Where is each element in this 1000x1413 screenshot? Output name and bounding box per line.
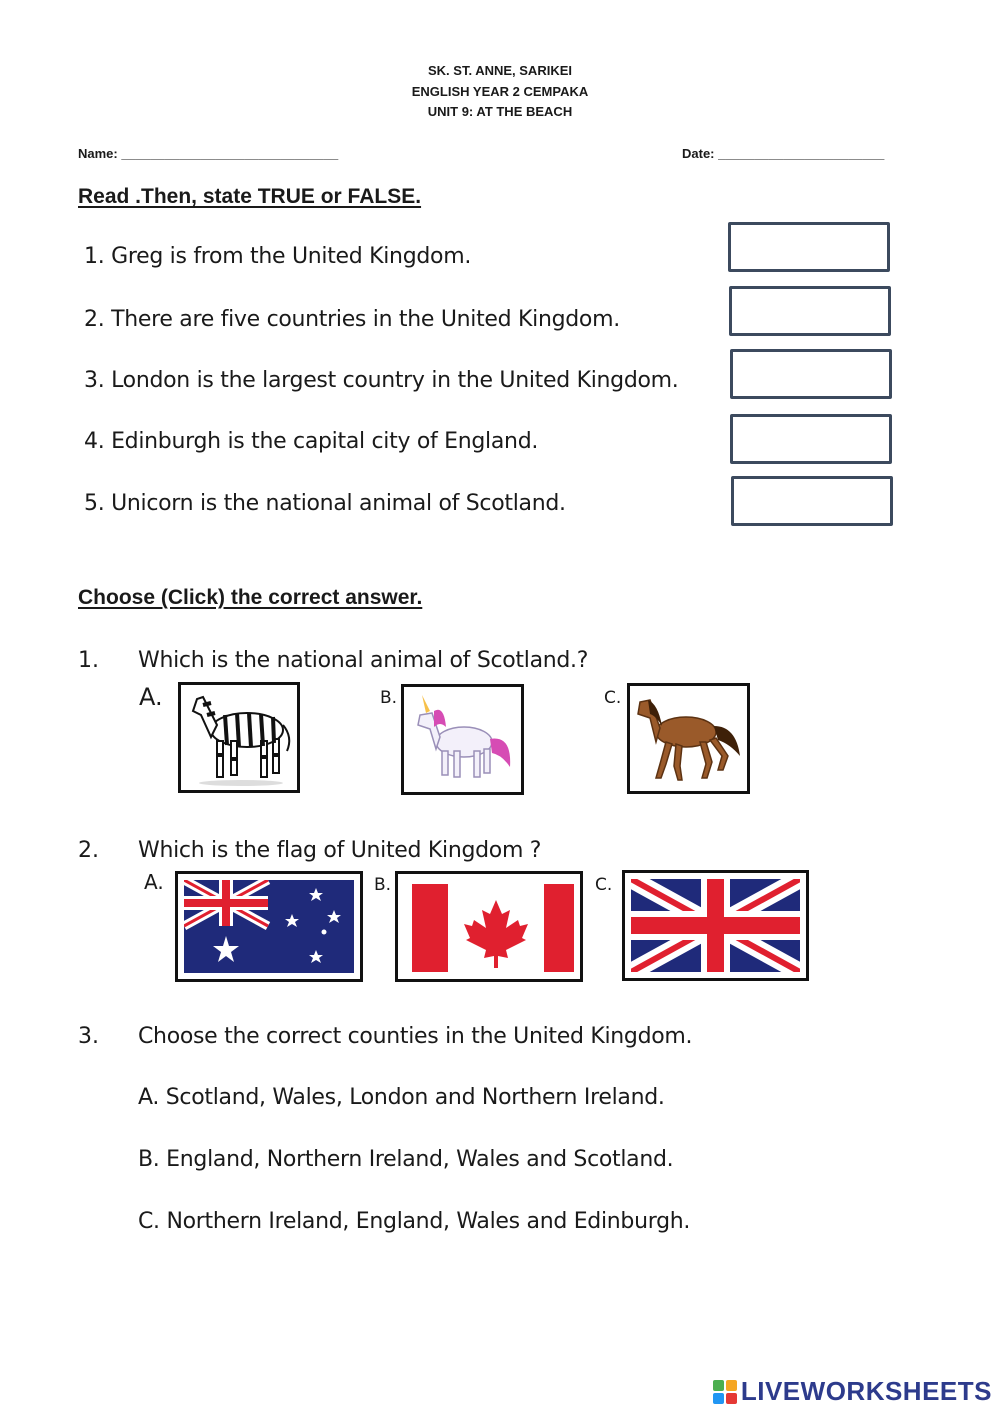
statement-5: 5. Unicorn is the national animal of Scotland. xyxy=(84,491,566,516)
q1-option-c-label: C. xyxy=(604,688,622,708)
q1-option-b-label: B. xyxy=(380,688,398,708)
horse-icon xyxy=(630,686,747,791)
question-1-text: Which is the national animal of Scotland.? xyxy=(138,648,589,673)
logo-text: LIVEWORKSHEETS xyxy=(740,1376,992,1406)
question-3-number: 3. xyxy=(78,1024,99,1049)
australia-flag-icon xyxy=(184,880,354,973)
unit-title: UNIT 9: AT THE BEACH xyxy=(427,104,573,119)
q1-option-c-horse[interactable] xyxy=(627,683,750,794)
q2-option-b-label: B. xyxy=(374,875,392,895)
question-2-number: 2. xyxy=(78,838,99,863)
q2-option-a-label: A. xyxy=(144,870,164,894)
statement-4: 4. Edinburgh is the capital city of England. xyxy=(84,429,539,454)
uk-flag-icon xyxy=(631,879,800,972)
question-3-text: Choose the correct counties in the United Kingdom. xyxy=(138,1024,693,1049)
answer-box-4[interactable] xyxy=(730,414,892,464)
answer-box-5[interactable] xyxy=(731,476,893,526)
q2-option-c-uk-flag[interactable] xyxy=(622,870,809,981)
statement-2: 2. There are five countries in the United Kingdom. xyxy=(84,307,620,332)
statement-1: 1. Greg is from the United Kingdom. xyxy=(84,244,472,269)
liveworksheets-logo xyxy=(713,1376,992,1407)
q3-option-b[interactable]: B. England, Northern Ireland, Wales and Scotland. xyxy=(138,1147,674,1172)
name-field[interactable]: Name: ______________________________ xyxy=(78,146,339,161)
question-1-number: 1. xyxy=(78,648,99,673)
class-name: ENGLISH YEAR 2 CEMPAKA xyxy=(411,84,589,99)
logo-mark-icon xyxy=(713,1380,737,1404)
section-title-true-false: Read .Then, state TRUE or FALSE. xyxy=(78,185,422,208)
q3-option-c[interactable]: C. Northern Ireland, England, Wales and Edinburgh. xyxy=(138,1209,691,1234)
canada-flag-icon xyxy=(404,880,574,973)
statement-3: 3. London is the largest country in the United Kingdom. xyxy=(84,368,679,393)
section-title-choose: Choose (Click) the correct answer. xyxy=(78,586,423,609)
q2-option-b-canada-flag[interactable] xyxy=(395,871,583,982)
zebra-icon xyxy=(181,685,297,790)
q1-option-a-label: A. xyxy=(139,683,163,711)
answer-box-1[interactable] xyxy=(728,222,890,272)
date-field[interactable]: Date: _______________________ xyxy=(682,146,885,161)
q1-option-a-zebra[interactable] xyxy=(178,682,300,793)
unicorn-icon xyxy=(404,687,521,792)
school-name: SK. ST. ANNE, SARIKEI xyxy=(428,63,572,78)
q2-option-a-australia-flag[interactable] xyxy=(175,871,363,982)
q3-option-a[interactable]: A. Scotland, Wales, London and Northern Ireland. xyxy=(138,1085,665,1110)
question-2-text: Which is the flag of United Kingdom ? xyxy=(138,838,542,863)
q2-option-c-label: C. xyxy=(595,875,613,895)
answer-box-3[interactable] xyxy=(730,349,892,399)
q1-option-b-unicorn[interactable] xyxy=(401,684,524,795)
answer-box-2[interactable] xyxy=(729,286,891,336)
